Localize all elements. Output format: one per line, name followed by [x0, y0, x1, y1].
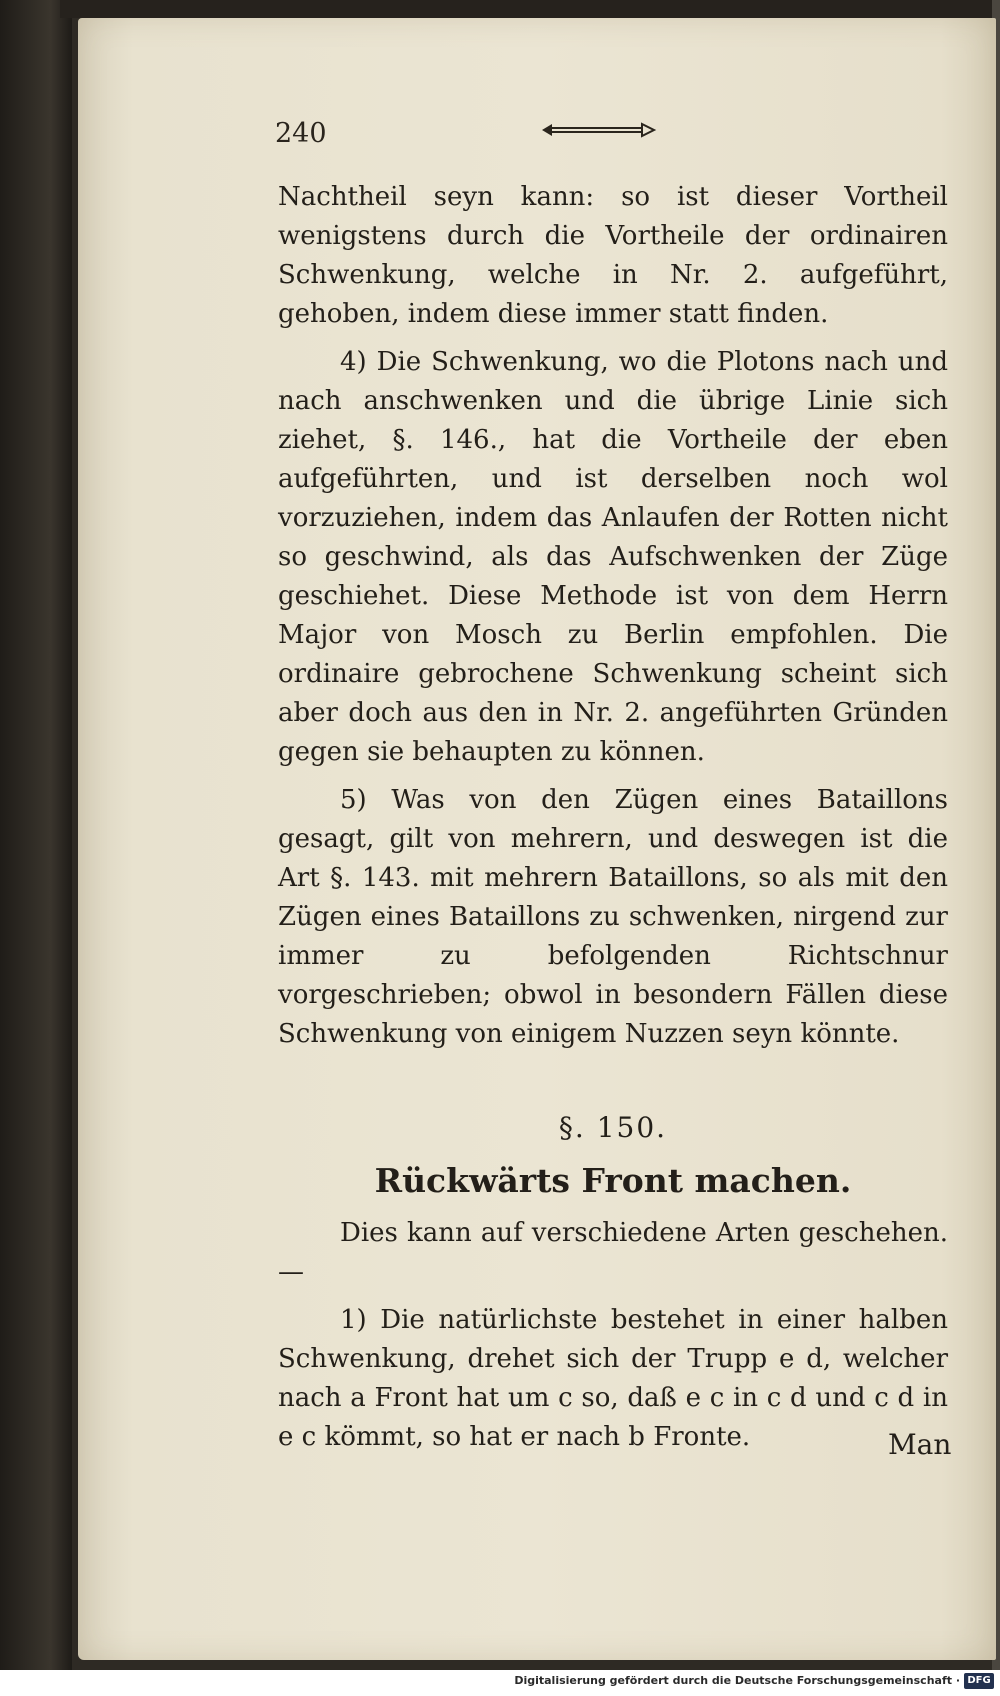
dfg-logo-icon: DFG — [964, 1673, 994, 1689]
top-edge-shadow — [60, 0, 1000, 18]
page-number: 240 — [275, 118, 327, 149]
section-intro: Dies kann auf verschiedene Arten geschehen. — — [278, 1218, 948, 1287]
paragraph-continuation: Nachtheil seyn kann: so ist dieser Vortheil wenigstens durch die Vortheile der ordinairen Schwenkung, welche in Nr. 2. aufgeführt, gehoben, indem diese immer statt finden. — [278, 182, 948, 329]
section-number: §. 150. — [558, 1111, 668, 1144]
paragraph-item-5: 5) Was von den Zügen eines Bataillons gesagt, gilt von mehrern, und deswegen ist die Art §. 143. mit mehrern Bataillons, so als mit den Zügen eines Bataillons zu schwenken, nirgend zur immer zu befolgenden Richtschnur vorgeschrieben; obwol in besondern Fällen diese Schwenkung von einigem Nuzzen seyn könnte. — [278, 785, 948, 1049]
digitization-credit: Digitalisierung gefördert durch die Deutsche Forschungsgemeinschaft · — [514, 1674, 960, 1687]
section-title: Rückwärts Front machen. — [374, 1161, 852, 1200]
book-spine-shadow — [0, 0, 72, 1670]
section-item-1: 1) Die natürlichste bestehet in einer halben Schwenkung, drehet sich der Trupp e d, welcher nach a Front hat um c so, daß e c in c d und c d in e c kömmt, so hat er nach b Fronte. — [278, 1305, 948, 1452]
header-ornament-icon — [538, 120, 658, 140]
catchword: Man — [888, 1428, 952, 1461]
text-block — [278, 178, 948, 1466]
paragraph-item-4: 4) Die Schwenkung, wo die Plotons nach und nach anschwenken und die übrige Linie sich ziehet, §. 146., hat die Vortheile der eben aufgeführten, und ist derselben noch wol vorzuziehen, indem das Anlaufen der Rotten nicht so geschwind, als das Aufschwenken der Züge geschiehet. Diese Methode ist von dem Herrn Major von Mosch zu Berlin empfohlen. Die ordinaire gebrochene Schwenkung scheint sich aber doch aus den in Nr. 2. angeführten Gründen gegen sie behaupten zu können. — [278, 347, 948, 767]
